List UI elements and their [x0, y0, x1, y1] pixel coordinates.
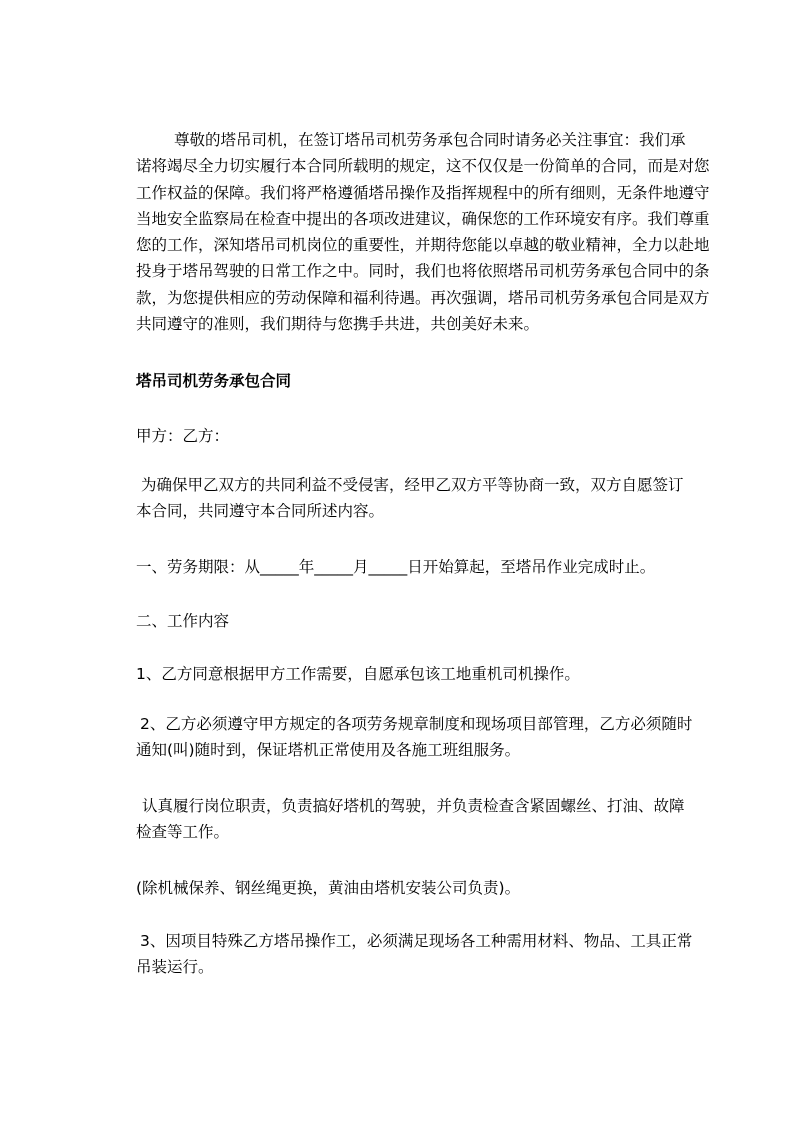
duty-paragraph	[136, 793, 685, 846]
maintenance-note: (除机械保养、钢丝绳更换，黄油由塔机安装公司负责)。	[136, 879, 521, 897]
clause-work-content-title: 二、工作内容	[136, 612, 230, 630]
intro-line: 投身于塔吊驾驶的日常工作之中。同时，我们也将依照塔吊司机劳务承包合同中的条	[136, 262, 710, 281]
intro-paragraph	[136, 127, 710, 337]
item-1: 1、乙方同意根据甲方工作需要，自愿承包该工地重机司机操作。	[136, 665, 580, 683]
parties-line: 甲方：乙方：	[136, 427, 230, 445]
preamble-paragraph	[136, 472, 684, 525]
item-3-line: 吊装运行。	[136, 958, 214, 977]
intro-line: 诺将竭尽全力切实履行本合同所载明的规定，这不仅仅是一份简单的合同，而是对您	[136, 157, 710, 176]
intro-line: 当地安全监察局在检查中提出的各项改进建议，确保您的工作环境安有序。我们尊重	[136, 209, 710, 228]
duty-line: 检查等工作。	[136, 823, 230, 842]
preamble-line: 本合同，共同遵守本合同所述内容。	[136, 502, 385, 521]
contract-title: 塔吊司机劳务承包合同	[136, 372, 292, 390]
item-3-line: 3、因项目特殊乙方塔吊操作工，必须满足现场各工种需用材料、物品、工具正常	[140, 932, 693, 950]
preamble-line: 为确保甲乙双方的共同利益不受侵害，经甲乙双方平等协商一致，双方自愿签订	[141, 476, 684, 494]
item-2-line: 2、乙方必须遵守甲方规定的各项劳务规章制度和现场项目部管理，乙方必须随时	[140, 715, 693, 733]
intro-line: 款，为您提供相应的劳动保障和福利待遇。再次强调，塔吊司机劳务承包合同是双方	[136, 288, 710, 307]
item-2	[136, 711, 693, 764]
clause-term: 一、劳务期限：从_____年_____月_____日开始算起，至塔吊作业完成时止。	[136, 558, 656, 576]
intro-line: 尊敬的塔吊司机，在签订塔吊司机劳务承包合同时请务必关注事宜：我们承	[174, 131, 686, 149]
intro-line: 工作权益的保障。我们将严格遵循塔吊操作及指挥规程中的所有细则，无条件地遵守	[136, 183, 710, 202]
intro-line: 共同遵守的准则，我们期待与您携手共进，共创美好未来。	[136, 315, 540, 334]
item-2-line: 通知(叫)随时到，保证塔机正常使用及各施工班组服务。	[136, 741, 521, 760]
intro-line: 您的工作，深知塔吊司机岗位的重要性，并期待您能以卓越的敬业精神，全力以赴地	[136, 236, 710, 255]
duty-line: 认真履行岗位职责，负责搞好塔机的驾驶，并负责检查含紧固螺丝、打油、故障	[142, 797, 685, 815]
item-3	[136, 928, 693, 981]
